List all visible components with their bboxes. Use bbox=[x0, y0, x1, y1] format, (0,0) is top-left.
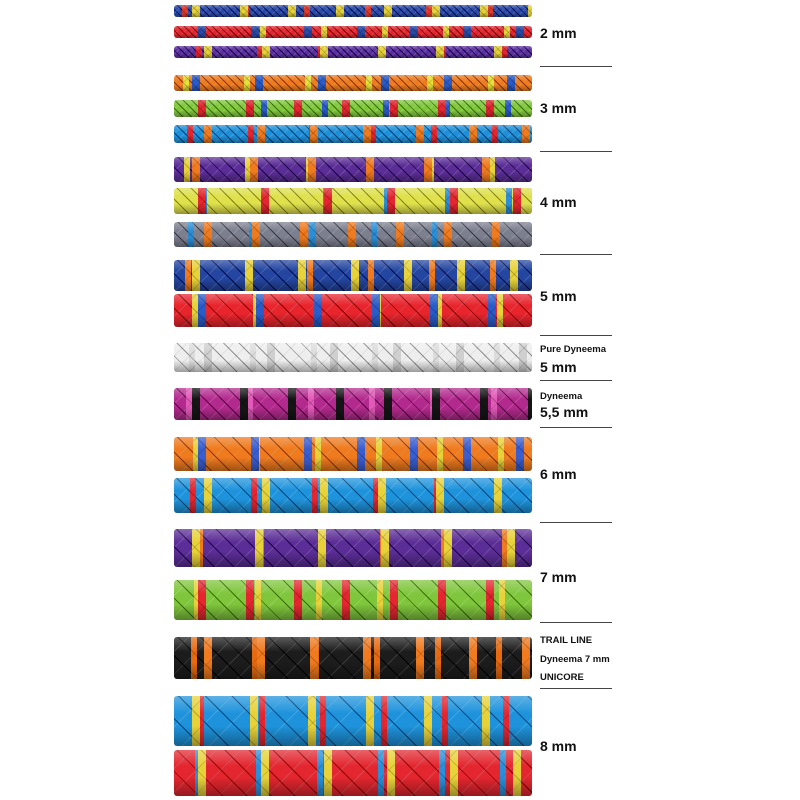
rope-swatch bbox=[174, 260, 532, 291]
separator-line bbox=[540, 66, 612, 67]
braid-texture bbox=[174, 637, 532, 679]
size-label: Pure Dyneema bbox=[540, 344, 607, 355]
rope-swatch bbox=[174, 478, 532, 513]
rope-swatch bbox=[174, 125, 532, 143]
rope-swatch bbox=[174, 294, 532, 327]
braid-texture bbox=[174, 696, 532, 746]
braid-texture bbox=[174, 343, 532, 372]
rope-swatch bbox=[174, 388, 532, 420]
rope-swatch bbox=[174, 750, 532, 796]
rope-swatch bbox=[174, 437, 532, 471]
rope-swatch bbox=[174, 188, 532, 214]
size-label: 5 mm bbox=[540, 359, 577, 375]
braid-texture bbox=[174, 260, 532, 291]
braid-texture bbox=[174, 478, 532, 513]
rope-swatch bbox=[174, 529, 532, 567]
size-label: 2 mm bbox=[540, 25, 577, 41]
separator-line bbox=[540, 335, 612, 336]
size-label: 7 mm bbox=[540, 569, 577, 585]
rope-swatch bbox=[174, 696, 532, 746]
separator-line bbox=[540, 688, 612, 689]
braid-texture bbox=[174, 388, 532, 420]
braid-texture bbox=[174, 188, 532, 214]
braid-texture bbox=[174, 437, 532, 471]
braid-texture bbox=[174, 157, 532, 182]
size-label: 8 mm bbox=[540, 738, 577, 754]
size-label: 6 mm bbox=[540, 466, 577, 482]
rope-swatch bbox=[174, 46, 532, 58]
size-label: UNICORE bbox=[540, 672, 584, 683]
size-label: Dyneema bbox=[540, 391, 583, 402]
braid-texture bbox=[174, 294, 532, 327]
separator-line bbox=[540, 522, 612, 523]
size-label: 3 mm bbox=[540, 100, 577, 116]
size-label: Dyneema 7 mm bbox=[540, 654, 610, 665]
rope-swatch bbox=[174, 157, 532, 182]
braid-texture bbox=[174, 222, 532, 247]
braid-texture bbox=[174, 26, 532, 38]
size-label: 5,5 mm bbox=[540, 404, 589, 420]
braid-texture bbox=[174, 75, 532, 91]
braid-texture bbox=[174, 750, 532, 796]
braid-texture bbox=[174, 5, 532, 17]
rope-swatch bbox=[174, 637, 532, 679]
separator-line bbox=[540, 151, 612, 152]
rope-swatch bbox=[174, 5, 532, 17]
separator-line bbox=[540, 427, 612, 428]
braid-texture bbox=[174, 46, 532, 58]
separator-line bbox=[540, 254, 612, 255]
rope-swatch bbox=[174, 580, 532, 620]
rope-swatch bbox=[174, 75, 532, 91]
rope-swatch bbox=[174, 100, 532, 117]
braid-texture bbox=[174, 100, 532, 117]
rope-swatch bbox=[174, 26, 532, 38]
size-label: 5 mm bbox=[540, 288, 577, 304]
separator-line bbox=[540, 380, 612, 381]
size-label: 4 mm bbox=[540, 194, 577, 210]
rope-swatch bbox=[174, 222, 532, 247]
braid-texture bbox=[174, 125, 532, 143]
size-label: TRAIL LINE bbox=[540, 635, 593, 646]
separator-line bbox=[540, 622, 612, 623]
braid-texture bbox=[174, 529, 532, 567]
braid-texture bbox=[174, 580, 532, 620]
rope-swatch bbox=[174, 343, 532, 372]
